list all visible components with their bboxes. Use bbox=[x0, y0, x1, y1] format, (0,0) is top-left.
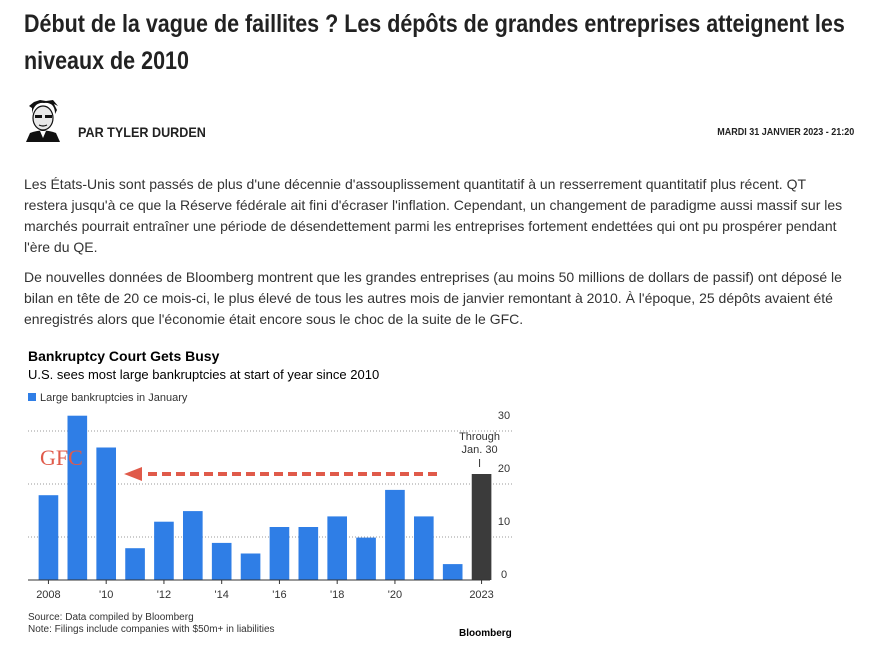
chart-legend bbox=[28, 392, 187, 404]
bar bbox=[67, 416, 87, 580]
y-tick-label: 10 bbox=[497, 516, 511, 528]
article-paragraph: Les États-Unis sont passés de plus d'une décennie d'assouplissement quantitatif à un resserrement quantitatif plus récent. QT restera jusqu'à ce que la Réserve fédérale ait fini d'écraser l'inflation. Cependant, un changement de paradigme aussi massif sur les marchés pourrait entraîner une période de désendettement parmi les entreprises fortement endettées qui ont pu prospérer pendant l'ère du QE. bbox=[24, 176, 843, 255]
bar bbox=[385, 490, 405, 580]
gfc-arrow-head bbox=[124, 467, 142, 481]
bar bbox=[298, 527, 318, 580]
x-tick-label: '10 bbox=[99, 589, 114, 601]
chart-title: Bankruptcy Court Gets Busy bbox=[28, 348, 220, 364]
x-tick-label: '14 bbox=[214, 589, 229, 601]
bar bbox=[125, 548, 145, 580]
author-avatar[interactable] bbox=[24, 100, 62, 142]
author-name[interactable]: PAR TYLER DURDEN bbox=[78, 124, 206, 140]
article-headline: Début de la vague de faillites ? Les dépôts de grandes entreprises atteignent les niveaux de 2010 bbox=[24, 10, 845, 75]
y-tick-label: 20 bbox=[497, 463, 511, 475]
legend-label: Large bankruptcies in January bbox=[40, 392, 188, 404]
x-tick-label: '16 bbox=[272, 589, 287, 601]
chart-source bbox=[28, 612, 275, 636]
bar bbox=[327, 516, 347, 580]
author-avatar-image bbox=[24, 100, 62, 142]
bar bbox=[154, 522, 174, 580]
annotation-text: Jan. 30 bbox=[461, 444, 498, 456]
chart-canvas bbox=[24, 345, 529, 645]
bar bbox=[39, 495, 59, 580]
bar bbox=[356, 538, 376, 580]
bar bbox=[414, 516, 434, 580]
bar bbox=[212, 543, 232, 580]
x-tick-label: 2008 bbox=[36, 589, 61, 601]
bar bbox=[270, 527, 290, 580]
byline bbox=[24, 100, 854, 146]
x-tick-label: '20 bbox=[387, 589, 403, 601]
publish-date: MARDI 31 JANVIER 2023 - 21:20 bbox=[716, 127, 854, 138]
source-text: Source: Data compiled by Bloomberg bbox=[28, 612, 194, 623]
bar bbox=[183, 511, 203, 580]
chart-subtitle: U.S. sees most large bankruptcies at start of year since 2010 bbox=[28, 367, 380, 382]
gfc-handwritten-label: GFC bbox=[40, 445, 83, 470]
x-tick-label: 2023 bbox=[469, 589, 494, 601]
y-tick-label: 0 bbox=[500, 569, 508, 581]
y-tick-label: 30 bbox=[497, 410, 511, 422]
bar bbox=[241, 554, 261, 581]
x-tick-label: '18 bbox=[330, 589, 345, 601]
legend-swatch bbox=[28, 393, 36, 401]
bar bbox=[96, 448, 116, 581]
article-paragraph: De nouvelles données de Bloomberg montrent que les grandes entreprises (au moins 50 millions de dollars de passif) ont déposé le bilan en tête de 20 ce mois-ci, le plus élevé de tous les autres mois de janvier remontant à 2010. À l'époque, 25 dépôts avaient été enregistrés alors que l'économie était encore sous le choc de la suite de le GFC. bbox=[24, 269, 842, 327]
note-text: Note: Filings include companies with $50m+ in liabilities bbox=[28, 624, 275, 635]
bankruptcy-chart bbox=[24, 345, 529, 645]
bar bbox=[443, 564, 463, 580]
x-tick-label: '12 bbox=[156, 589, 172, 601]
bar-2023 bbox=[472, 474, 492, 580]
bloomberg-logo: Bloomberg bbox=[459, 628, 512, 639]
annotation-text: Through bbox=[459, 431, 501, 443]
